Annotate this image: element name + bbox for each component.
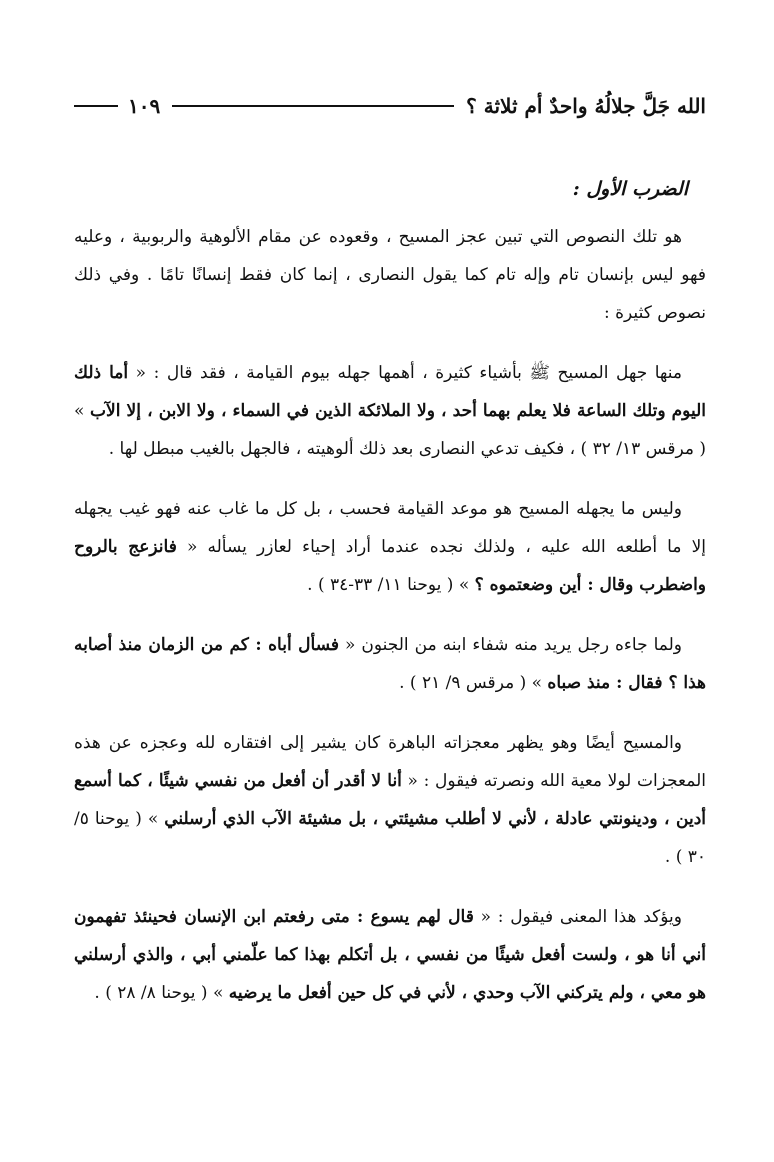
paragraph: [74, 724, 706, 876]
quoted-text: فسأل أباه : كم من الزمان منذ أصابه هذا ؟ فقال : منذ صباه: [74, 635, 706, 693]
paragraph: [74, 626, 706, 702]
quoted-text: فانزعج بالروح واضطرب وقال : أين وضعتموه ؟: [74, 537, 706, 595]
page-number: ١٠٩: [128, 94, 161, 118]
paragraph-text: » ( مرقس ٩/ ٢١ ) .: [399, 673, 548, 693]
paragraph-text: » ( يوحنا ٨/ ٢٨ ) .: [94, 983, 229, 1003]
paragraph: [74, 490, 706, 604]
quoted-text: أما ذلك اليوم وتلك الساعة فلا يعلم بهما أحد ، ولا الملائكة الذين في السماء ، ولا الابن ، إلا الآب: [74, 363, 706, 421]
paragraph: [74, 354, 706, 468]
header-rule-short: [74, 105, 118, 107]
paragraph-text: ولما جاءه رجل يريد منه شفاء ابنه من الجنون «: [339, 635, 682, 655]
header-rule: [172, 105, 454, 107]
paragraph-text: » ( يوحنا ١١/ ٣٣-٣٤ ) .: [307, 575, 475, 595]
quoted-text: قال لهم يسوع : متى رفعتم ابن الإنسان فحينئذ تفهمون أني أنا هو ، ولست أفعل شيئًا من نفسي ، بل أتكلم بهذا كما علّمني أبي ، والذي أرسلني هو معي ، ولم يتركني الآب وحدي ، لأني في كل حين أفعل ما يرضيه: [74, 907, 706, 1003]
paragraph-text: والمسيح أيضًا وهو يظهر معجزاته الباهرة كان يشير إلى افتقاره لله وعجزه عن هذه المعجزات لولا معية الله ونصرته فيقول : «: [74, 733, 706, 791]
quoted-text: أنا لا أقدر أن أفعل من نفسي شيئًا ، كما أسمع أدين ، ودينونتي عادلة ، لأني لا أطلب مشيئتي ، بل مشيئة الآب الذي أرسلني: [74, 771, 706, 829]
header-title: الله جَلَّ جلالُهُ واحدٌ أم ثلاثة ؟: [466, 94, 706, 118]
body-text: [74, 170, 706, 1034]
paragraph-text: » ( مرقس ١٣/ ٣٢ ) ، فكيف تدعي النصارى بعد ذلك ألوهيته ، فالجهل بالغيب مبطل لها .: [74, 401, 706, 459]
running-header: [74, 86, 706, 126]
page-number-group: [74, 94, 160, 118]
paragraph-text: » ( يوحنا ٥/ ٣٠ ) .: [74, 809, 706, 867]
paragraph: [74, 218, 706, 332]
section-heading: الضرب الأول :: [572, 178, 688, 200]
paragraph-text: وليس ما يجهله المسيح هو موعد القيامة فحسب ، بل كل ما غاب عنه فهو غيب يجهله إلا ما أطلعه الله عليه ، ولذلك نجده عندما أراد إحياء لعازر يسأله «: [74, 499, 707, 557]
paragraph-text: منها جهل المسيح ﷺ بأشياء كثيرة ، أهمها جهله بيوم القيامة ، فقد قال : «: [128, 363, 682, 383]
paragraph-text: ويؤكد هذا المعنى فيقول : «: [473, 907, 682, 927]
paragraph: [74, 898, 706, 1012]
paragraph-text: هو تلك النصوص التي تبين عجز المسيح ، وقعوده عن مقام الألوهية والربوبية ، وعليه فهو ليس بإنسان تام وإله تام كما يقول النصارى ، إنما كان فقط إنسانًا تامًا . وفي ذلك نصوص كثيرة :: [74, 227, 706, 323]
